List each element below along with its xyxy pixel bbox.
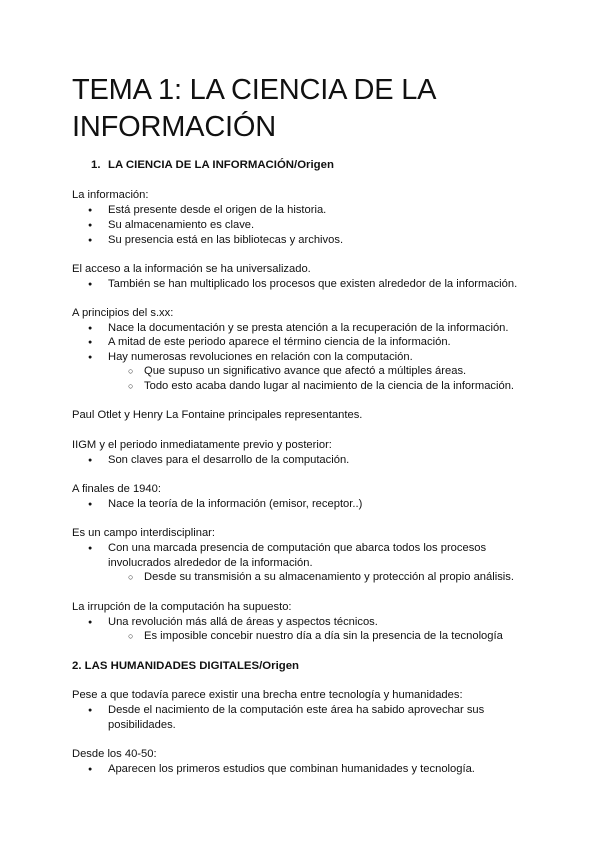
- list-item: ● Aparecen los primeros estudios que combinan humanidades y tecnología.: [108, 762, 475, 777]
- paragraph: Es un campo interdisciplinar:: [72, 527, 216, 539]
- paragraph: El acceso a la información se ha universalizado.: [72, 263, 311, 275]
- list-item: ● Desde el nacimiento de la computación este área ha sabido aprovechar sus posibilidades.: [108, 703, 508, 733]
- paragraph: Pese a que todavía parece existir una brecha entre tecnología y humanidades:: [72, 689, 463, 701]
- section-1-heading: LA CIENCIA DE LA INFORMACIÓN/Origen: [108, 159, 334, 171]
- paragraph: Paul Otlet y Henry La Fontaine principales representantes.: [72, 409, 363, 421]
- sub-list-item: ○ Todo esto acaba dando lugar al nacimiento de la ciencia de la información.: [144, 379, 514, 394]
- list-item: ● Nace la documentación y se presta atención a la recuperación de la información.: [108, 321, 509, 336]
- list-item: ● Una revolución más allá de áreas y aspectos técnicos.: [108, 615, 378, 630]
- paragraph: IIGM y el periodo inmediatamente previo y posterior:: [72, 439, 332, 451]
- section-1-number: 1.: [91, 159, 101, 171]
- list-item: ● Su presencia está en las bibliotecas y archivos.: [108, 233, 343, 248]
- paragraph: A principios del s.xx:: [72, 307, 174, 319]
- list-item: ● Su almacenamiento es clave.: [108, 218, 254, 233]
- paragraph: La información:: [72, 189, 149, 201]
- sub-list-item: ○ Que supuso un significativo avance que afectó a múltiples áreas.: [144, 364, 466, 379]
- paragraph: A finales de 1940:: [72, 483, 161, 495]
- list-item: ● Hay numerosas revoluciones en relación con la computación.: [108, 350, 413, 365]
- paragraph: La irrupción de la computación ha supuesto:: [72, 601, 292, 613]
- list-item: ● Está presente desde el origen de la historia.: [108, 203, 326, 218]
- paragraph: Desde los 40-50:: [72, 748, 157, 760]
- sub-list-item: ○ Desde su transmisión a su almacenamiento y protección al propio análisis.: [144, 570, 514, 585]
- document-title: TEMA 1: LA CIENCIA DE LA INFORMACIÓN: [72, 74, 435, 143]
- list-item: ● Son claves para el desarrollo de la computación.: [108, 453, 349, 468]
- list-item: ● A mitad de este periodo aparece el término ciencia de la información.: [108, 335, 451, 350]
- list-item: ● Nace la teoría de la información (emisor, receptor..): [108, 497, 362, 512]
- list-item: ● También se han multiplicado los procesos que existen alrededor de la información.: [108, 277, 517, 292]
- list-item: ● Con una marcada presencia de computación que abarca todos los procesos involucrados alrededor de la información.: [108, 541, 488, 571]
- section-2-heading: 2. LAS HUMANIDADES DIGITALES/Origen: [72, 660, 299, 672]
- sub-list-item: ○ Es imposible concebir nuestro día a día sin la presencia de la tecnología: [144, 629, 503, 644]
